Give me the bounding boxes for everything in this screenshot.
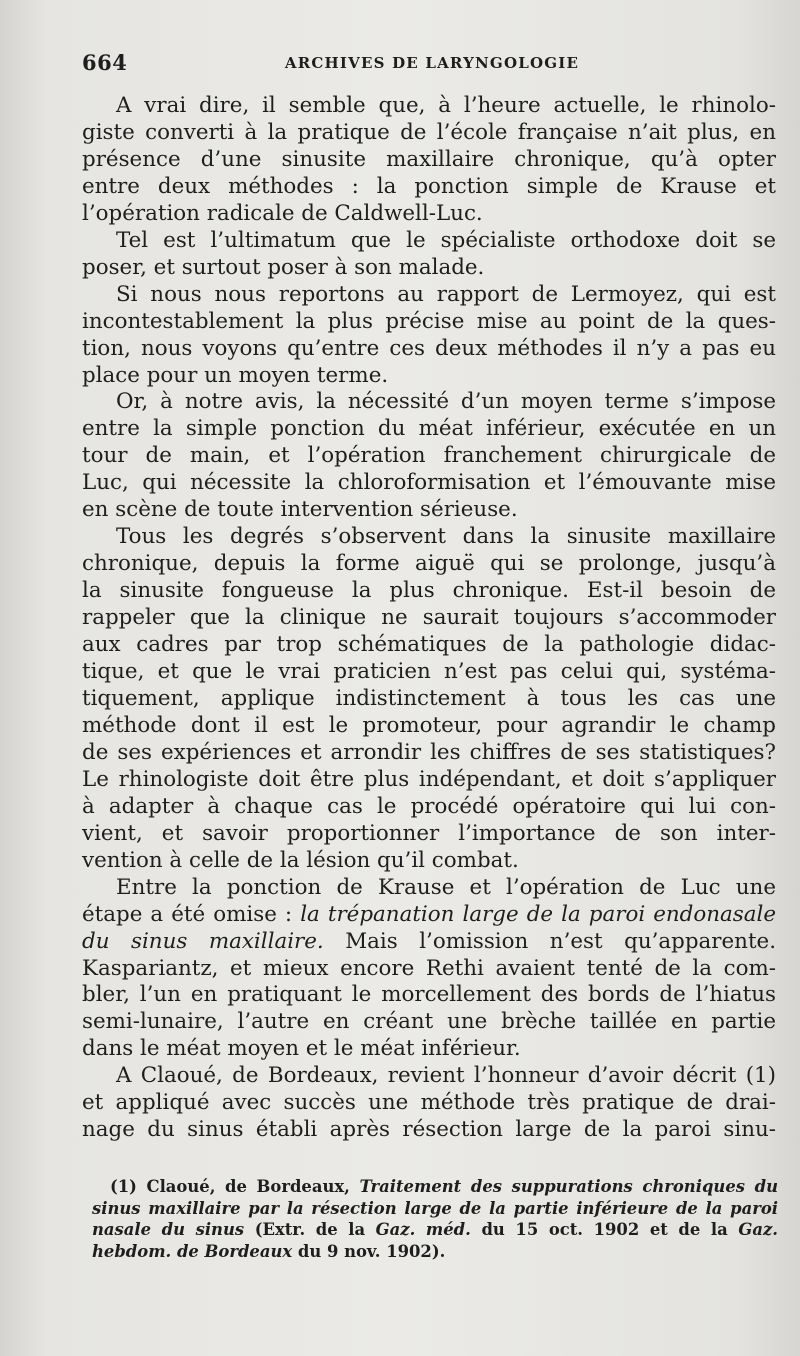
paragraph-line: bler, l’un en pratiquant le morcellement des bords de l’hiatus (82, 982, 776, 1008)
page-header (82, 50, 782, 80)
paragraph-line: méthode dont il est le promoteur, pour agrandir le champ (82, 712, 776, 738)
paragraph-line: rappeler que la clinique ne saurait toujours s’accommoder (82, 605, 776, 631)
paragraph-line: vention à celle de la lésion qu’il combat. (82, 847, 519, 873)
paragraph-line: incontestablement la plus précise mise au point de la ques- (82, 308, 776, 334)
paragraph-line: entre la simple ponction du méat inférieur, exécutée en un (82, 416, 776, 442)
paragraph-line: présence d’une sinusite maxillaire chronique, qu’à opter (82, 146, 776, 172)
paragraph (82, 389, 776, 524)
paragraph-line: Kaspariantz, et mieux encore Rethi avaient tenté de la com- (82, 955, 776, 981)
paragraph-line: la sinusite fongueuse la plus chronique. Est-il besoin de (82, 578, 776, 604)
paragraph-line: Or, à notre avis, la nécessité d’un moyen terme s’impose (116, 389, 776, 415)
italic-text: hebdom. de Bordeaux (92, 1241, 293, 1261)
footnote-divider (82, 1168, 202, 1169)
paragraph-line: Si nous nous reportons au rapport de Lermoyez, qui est (116, 281, 776, 307)
italic-text: sinus maxillaire par la résection large de la partie inférieure de la paroi (92, 1198, 778, 1218)
page-number: 664 (82, 50, 128, 75)
paragraph-line: aux cadres par trop schématiques de la pathologie didac- (82, 632, 776, 658)
paragraph-line: giste converti à la pratique de l’école française n’ait plus, en (82, 119, 776, 145)
paragraph-line: A Claoué, de Bordeaux, revient l’honneur d’avoir décrit (1) (116, 1063, 776, 1089)
paragraph-line: semi-lunaire, l’autre en créant une brèche taillée en partie (82, 1009, 776, 1035)
paragraph-line: tour de main, et l’opération franchement chirurgicale de (82, 443, 776, 469)
paragraph-line: tion, nous voyons qu’entre ces deux méthodes il n’y a pas eu (82, 335, 776, 361)
paragraph-line: Tous les degrés s’observent dans la sinusite maxillaire (116, 524, 776, 550)
italic-text: Gaz. (738, 1220, 778, 1239)
italic-text: Traitement des suppurations chroniques du (359, 1177, 778, 1196)
paragraph (82, 93, 776, 228)
paragraph-line: Entre la ponction de Krause et l’opération de Luc une (116, 874, 776, 900)
paragraph-line: étape a été omise : la trépanation large de la paroi endonasale (82, 901, 777, 927)
paragraph-line: tique, et que le vrai praticien n’est pas celui qui, systéma- (82, 659, 776, 685)
italic-text: du sinus maxillaire. (82, 928, 324, 954)
paragraph (82, 875, 776, 1064)
paragraph-line: de ses expériences et arrondir les chiffres de ses statistiques? (82, 739, 776, 765)
paragraph (82, 228, 776, 282)
paragraph-line: nage du sinus établi après résection large de la paroi sinu- (82, 1117, 776, 1143)
paragraph-line: tiquement, applique indistinctement à tous les cas une (82, 685, 776, 711)
italic-text: la trépanation large de la paroi endonasale (300, 901, 777, 927)
paragraph-line: Le rhinologiste doit être plus indépendant, et doit s’appliquer (82, 766, 776, 792)
paragraph-line: l’opération radicale de Caldwell-Luc. (82, 200, 483, 226)
paragraph (82, 524, 776, 874)
paragraph-line: vient, et savoir proportionner l’importance de son inter- (82, 820, 776, 846)
italic-text: Gaz. méd. (375, 1220, 471, 1239)
paragraph-line: entre deux méthodes : la ponction simple de Krause et (82, 173, 776, 199)
paragraph-line: chronique, depuis la forme aiguë qui se prolonge, jusqu’à (82, 551, 776, 577)
paragraph (82, 1063, 776, 1144)
paragraph-line: du sinus maxillaire. Mais l’omission n’est qu’apparente. (82, 928, 776, 954)
footnote-line: nasale du sinus (Extr. de la Gaz. méd. du 15 oct. 1902 et de la Gaz. (92, 1220, 778, 1239)
body-text (82, 93, 776, 1144)
paragraph-line: poser, et surtout poser à son malade. (82, 254, 485, 280)
paragraph-line: Luc, qui nécessite la chloroformisation et l’émouvante mise (82, 470, 776, 496)
paragraph-line: place pour un moyen terme. (82, 362, 389, 388)
footnote-line: (1) Claoué, de Bordeaux, Traitement des suppurations chroniques du (110, 1177, 778, 1196)
paragraph-line: dans le méat moyen et le méat inférieur. (82, 1036, 521, 1062)
paragraph-line: et appliqué avec succès une méthode très pratique de drai- (82, 1090, 776, 1116)
paragraph (82, 282, 776, 390)
footnote-line: hebdom. de Bordeaux du 9 nov. 1902). (92, 1241, 446, 1261)
paragraph-line: en scène de toute intervention sérieuse. (82, 497, 518, 523)
paragraph-line: à adapter à chaque cas le procédé opératoire qui lui con- (82, 793, 776, 819)
footnote (92, 1176, 778, 1262)
footnote-line (92, 1198, 778, 1220)
italic-text: nasale du sinus (92, 1220, 245, 1239)
running-title: ARCHIVES DE LARYNGOLOGIE (284, 54, 580, 72)
paragraph-line: A vrai dire, il semble que, à l’heure actuelle, le rhinolo- (116, 93, 776, 118)
paragraph-line: Tel est l’ultimatum que le spécialiste orthodoxe doit se (116, 227, 776, 253)
